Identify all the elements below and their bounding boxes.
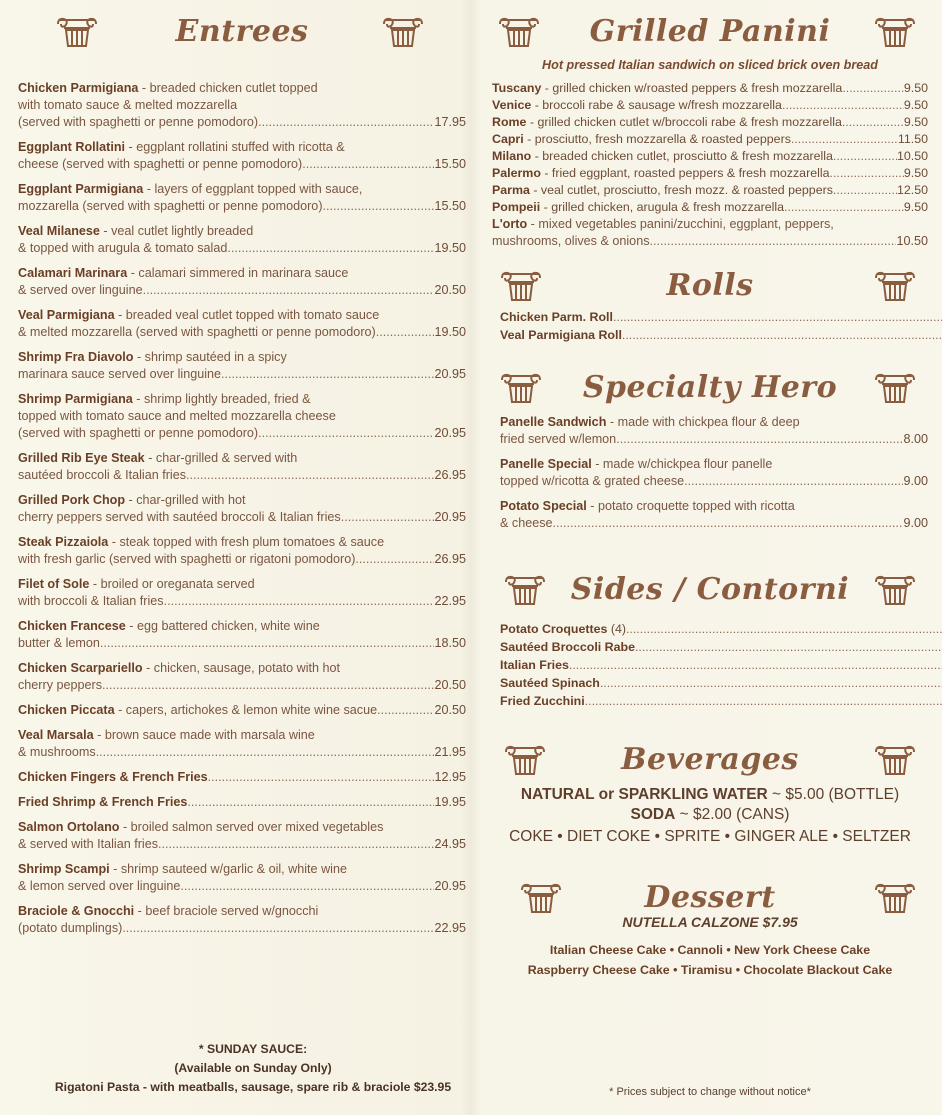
dessert-header [492,876,928,928]
sunday-sauce [18,1040,488,1097]
item-name: Veal Parmigiana Roll [500,328,622,342]
ionic-column-capital-icon [872,882,918,916]
entree-item [18,223,466,257]
item-name: Chicken Parmigiana [18,81,139,95]
item-desc: - veal cutlet lightly breaded [99,224,254,238]
entree-item [18,618,466,652]
item-name: Eggplant Rollatini [18,140,126,154]
item-desc: with tomato sauce & melted mozzarella [18,98,238,112]
item-desc: - grilled chicken w/roasted peppers & fresh mozzarella [541,81,843,95]
section-title-beverages: Beverages [621,742,799,777]
entree-item [18,265,466,299]
entree-item [18,181,466,215]
item-desc: - shrimp sauteed w/garlic & oil, white wine [109,862,347,876]
entree-item [18,903,466,937]
entree-item [18,450,466,484]
item-name: Palermo [492,166,541,180]
item-desc: - brown sauce made with marsala wine [93,728,315,742]
hero-item [500,414,928,448]
item-desc: - breaded chicken cutlet, prosciutto & fresh mozzarella [531,149,833,163]
item-desc: - prosciutto, fresh mozzarella & roasted peppers [523,132,791,146]
item-name: Veal Marsala [18,728,94,742]
panini-item [492,182,928,199]
entrees-list [18,80,466,937]
item-desc: topped with tomato sauce and melted mozzarella cheese [18,409,336,423]
item-name: Panelle Special [500,457,592,471]
item-desc: with fresh garlic (served with spaghetti or rigatoni pomodoro) [18,552,356,566]
item-name: Rome [492,115,527,129]
dessert-line-2: Raspberry Cheese Cake • Tiramisu • Chocolate Blackout Cake [527,963,893,977]
sunday-availability: (Available on Sunday Only) [174,1061,332,1075]
item-price: 9.50 [903,98,928,112]
ionic-column-capital-icon [872,372,918,406]
item-price: 9.50 [903,200,928,214]
item-price: 19.50 [434,241,466,255]
item-price: 20.50 [434,703,466,717]
item-name: Chicken Fingers & French Fries [18,770,208,784]
hero-header [492,366,928,414]
side-item [500,674,942,692]
item-desc: - breaded chicken cutlet topped [138,81,318,95]
entree-item [18,80,466,131]
dessert-line-1: Italian Cheese Cake • Cannoli • New York Cheese Cake [549,943,871,957]
side-item [500,656,942,674]
item-price: 20.50 [434,283,466,297]
item-desc: topped w/ricotta & grated cheese [500,474,685,488]
panini-item [492,199,928,216]
sides-header [492,568,928,620]
item-price: 20.95 [434,367,466,381]
item-name: Grilled Rib Eye Steak [18,451,145,465]
panini-item [492,80,928,97]
item-desc: & melted mozzarella (served with spaghetti or penne pomodoro) [18,325,376,339]
item-name: Sautéed Broccoli Rabe [500,640,635,654]
item-name: Steak Pizzaiola [18,535,109,549]
item-desc: - char-grilled with hot [125,493,246,507]
entree-item [18,727,466,761]
entree-item [18,534,466,568]
item-name: Potato Croquettes [500,622,608,636]
entree-item [18,769,466,786]
item-desc: cherry peppers served with sautéed broccoli & Italian fries [18,510,341,524]
panini-item [492,165,928,182]
panini-lorto: L'orto - mixed vegetables panini/zucchini, eggplant, peppers, mushrooms, olives & onions ..... 10.50 [492,216,928,250]
ionic-column-capital-icon [872,16,918,50]
entree-item [18,794,466,811]
roll-item [500,326,942,344]
item-name: Milano [492,149,532,163]
section-title-hero: Specialty Hero [582,370,838,405]
entree-item [18,139,466,173]
item-desc: - breaded veal cutlet topped with tomato sauce [114,308,380,322]
item-desc: & cheese [500,516,553,530]
side-item [500,620,942,638]
item-name: Tuscany [492,81,542,95]
item-desc: - potato croquette topped with ricotta [586,499,795,513]
panini-item [492,97,928,114]
item-price: 20.95 [434,510,466,524]
item-name: Grilled Pork Chop [18,493,126,507]
item-price: 15.50 [434,157,466,171]
item-price: 9.50 [903,115,928,129]
section-title-dessert: Dessert [644,880,776,915]
price-note: * Prices subject to change without notice* [609,1086,811,1098]
hero-list [500,414,928,532]
entree-item [18,861,466,895]
ionic-column-capital-icon [380,16,426,50]
item-desc: - broiled or oreganata served [89,577,255,591]
item-desc: - eggplant rollatini stuffed with ricotta & [125,140,345,154]
item-desc: - grilled chicken, arugula & fresh mozzarella [540,200,784,214]
item-price: 26.95 [434,468,466,482]
item-desc: (potato dumplings) [18,921,123,935]
item-desc: & lemon served over linguine [18,879,181,893]
item-price: 11.50 [897,132,928,146]
panini-header [492,10,928,62]
item-desc: (served with spaghetti or penne pomodoro) [18,426,259,440]
panini-list [492,80,928,216]
section-title-sides: Sides / Contorni [570,572,850,607]
hero-item [500,498,928,532]
item-price: 8.00 [903,432,928,446]
item-desc: cherry peppers [18,678,102,692]
roll-item [500,308,942,326]
hero-item [500,456,928,490]
item-desc: - broccoli rabe & sausage w/fresh mozzarella [531,98,782,112]
sunday-heading: * SUNDAY SAUCE: [198,1042,308,1056]
item-desc: - made with chickpea flour & deep [606,415,800,429]
panini-item [492,114,928,131]
entree-item [18,349,466,383]
item-name: Panelle Sandwich [500,415,607,429]
item-desc: - beef braciole served w/gnocchi [134,904,319,918]
item-name: Chicken Parm. Roll [500,310,613,324]
item-name: Shrimp Parmigiana [18,392,133,406]
entree-item [18,660,466,694]
item-price: 19.95 [434,795,466,809]
left-column [18,10,466,945]
item-desc: - char-grilled & served with [144,451,298,465]
item-price: 20.50 [434,678,466,692]
item-price: 22.95 [434,594,466,608]
beverages-header [492,738,928,784]
item-desc: - made w/chickpea flour panelle [591,457,773,471]
item-desc: - shrimp lightly breaded, fried & [132,392,311,406]
item-name: Braciole & Gnocchi [18,904,135,918]
entree-item [18,819,466,853]
item-name: Italian Fries [500,658,569,672]
beverages-soda: SODA ~ $2.00 (CANS) [630,806,790,823]
item-desc: & topped with arugula & tomato salad [18,241,228,255]
entree-item [18,576,466,610]
item-name: Fried Shrimp & French Fries [18,795,188,809]
section-title-panini: Grilled Panini [589,14,831,49]
item-price: 17.95 [434,115,466,129]
item-desc: & mushrooms [18,745,96,759]
item-desc: - chicken, sausage, potato with hot [142,661,341,675]
item-name: Parma [492,183,530,197]
item-name: Eggplant Parmigiana [18,182,144,196]
item-name: Pompeii [492,200,541,214]
ionic-column-capital-icon [872,744,918,778]
right-column [492,10,928,980]
item-name: Calamari Marinara [18,266,128,280]
side-item [500,638,942,656]
item-extra: (4) [607,622,626,636]
item-name: Potato Special [500,499,587,513]
entrees-header [18,10,466,62]
item-name: Shrimp Scampi [18,862,110,876]
item-desc: marinara sauce served over linguine [18,367,222,381]
entree-item [18,307,466,341]
item-desc: sautéed broccoli & Italian fries [18,468,187,482]
item-desc: cheese (served with spaghetti or penne pomodoro) [18,157,303,171]
sides-list [500,620,928,710]
item-price: 24.95 [434,837,466,851]
item-name: Salmon Ortolano [18,820,120,834]
rolls-list [500,308,928,344]
entree-item [18,702,466,719]
item-price: 12.95 [434,770,466,784]
panini-item [492,131,928,148]
section-title-rolls: Rolls [666,268,754,303]
item-desc: (served with spaghetti or penne pomodoro) [18,115,259,129]
item-desc: - veal cutlet, prosciutto, fresh mozz. & roasted peppers [529,183,833,197]
item-name: Venice [492,98,532,112]
section-title-entrees: Entrees [175,14,309,49]
beverages-list: COKE • DIET COKE • SPRITE • GINGER ALE • SELTZER [509,828,911,845]
panini-item [492,148,928,165]
item-desc: - capers, artichokes & lemon white wine sacue [114,703,378,717]
item-desc: & served over linguine [18,283,143,297]
item-name: Capri [492,132,524,146]
item-desc: butter & lemon [18,636,100,650]
item-desc: - shrimp sautéed in a spicy [133,350,287,364]
rolls-header [492,264,928,308]
item-price: 26.95 [434,552,466,566]
item-desc: fried served w/lemon [500,432,617,446]
item-price: 15.50 [434,199,466,213]
entree-item [18,492,466,526]
item-name: Sautéed Spinach [500,676,600,690]
item-desc: - steak topped with fresh plum tomatoes & sauce [108,535,385,549]
item-desc: - broiled salmon served over mixed vegetables [119,820,384,834]
beverages-water: NATURAL or SPARKLING WATER ~ $5.00 (BOTTLE) [520,786,900,803]
ionic-column-capital-icon [872,270,918,304]
item-desc: & served with Italian fries [18,837,158,851]
item-desc: - calamari simmered in marinara sauce [127,266,349,280]
side-item [500,692,942,710]
item-name: Veal Milanese [18,224,100,238]
item-price: 9.50 [903,166,928,180]
item-name: Filet of Sole [18,577,90,591]
item-price: 19.50 [434,325,466,339]
item-desc: with broccoli & Italian fries [18,594,164,608]
item-name: Fried Zucchini [500,694,585,708]
item-price: 10.50 [896,149,928,163]
dessert-nutella: NUTELLA CALZONE $7.95 [622,914,798,930]
entree-item [18,391,466,442]
item-price: 9.00 [903,516,928,530]
sunday-item: Rigatoni Pasta - with meatballs, sausage, spare rib & braciole $23.95 [54,1080,452,1094]
item-price: 18.50 [434,636,466,650]
panini-subtitle: Hot pressed Italian sandwich on sliced brick oven bread [542,58,878,72]
item-desc: - grilled chicken cutlet w/broccoli rabe & fresh mozzarella [526,115,842,129]
item-desc: - fried eggplant, roasted peppers & fresh mozzarella [540,166,830,180]
dessert-list [492,940,928,980]
item-price: 9.00 [903,474,928,488]
item-price: 22.95 [434,921,466,935]
item-name: Chicken Francese [18,619,126,633]
ionic-column-capital-icon [872,574,918,608]
item-price: 12.50 [896,183,928,197]
item-price: 21.95 [434,745,466,759]
item-name: Chicken Piccata [18,703,115,717]
item-desc: - egg battered chicken, white wine [125,619,320,633]
item-desc: mozzarella (served with spaghetti or penne pomodoro) [18,199,323,213]
item-price: 20.95 [434,879,466,893]
item-desc: - layers of eggplant topped with sauce, [143,182,363,196]
item-name: Shrimp Fra Diavolo [18,350,134,364]
item-name: Chicken Scarpariello [18,661,143,675]
item-name: Veal Parmigiana [18,308,115,322]
item-price: 9.50 [903,81,928,95]
item-price: 20.95 [434,426,466,440]
